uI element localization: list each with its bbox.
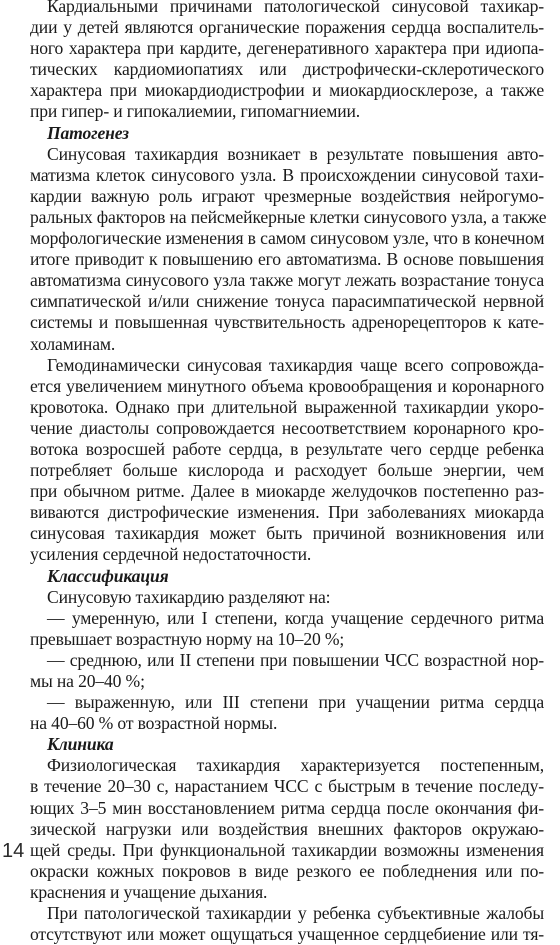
text-line: Кардиальными причинами патологической синусовой тахикар- [47, 0, 544, 16]
section-heading: Патогенез [47, 122, 129, 143]
text-line: кардии важную роль играют чрезмерные воздействия нейрогумо- [30, 185, 544, 206]
text-line: характера при миокардиодистрофии и миокардиосклерозе, а также [30, 80, 544, 101]
text-line: на 40–60 % от возрастной нормы. [30, 713, 278, 734]
text-line: матизма клеток синусового узла. В происхождении синусовой тахи- [30, 164, 544, 185]
text-line: щей среды. При функциональной тахикардии возможны изменения [30, 839, 544, 860]
text-line: превышает возрастную норму на 10–20 %; [30, 628, 345, 649]
text-line: потребляет больше кислорода и расходует больше энергии, чем [30, 460, 544, 481]
text-line: Синусовую тахикардию разделяют на: [47, 586, 331, 607]
text-line: — умеренную, или I степени, когда учащение сердечного ритма [47, 607, 544, 628]
text-line: в течение 20–30 с, нарастанием ЧСС с быстрым в течение последу- [30, 776, 544, 797]
text-page [30, 0, 547, 945]
text-line: вотока возросшей работе сердца, в результате чего сердце ребенка [30, 438, 544, 459]
text-line: ного характера при кардите, дегенеративного характера при идиопа- [30, 38, 544, 59]
text-line: при обычном ритме. Далее в миокарде желудочков постепенно раз- [30, 481, 544, 502]
text-line: усиления сердечной недостаточности. [30, 544, 312, 565]
text-line: дии у детей являются органические поражения сердца воспалитель- [30, 17, 544, 38]
text-line: виваются дистрофические изменения. При заболеваниях миокарда [30, 502, 544, 523]
text-line: — среднюю, или II степени при повышении ЧСС возрастной нор- [47, 649, 544, 670]
text-line: холаминам. [30, 333, 116, 354]
text-line: системы и повышенная чувствительность адренорецепторов к кате- [30, 312, 544, 333]
text-line: кровотока. Однако при длительной выраженной тахикардии укоро- [30, 396, 544, 417]
text-line: ется увеличением минутного объема кровообращения и коронарного [30, 375, 544, 396]
text-line: автоматизма синусового узла также могут лежать возрастание тонуса [30, 270, 544, 291]
section-heading: Клиника [47, 734, 114, 755]
text-line: симпатической и/или снижение тонуса парасимпатической нервной [30, 291, 544, 312]
text-line: краснения и учащение дыхания. [30, 881, 268, 902]
page-number: 14 [2, 840, 25, 862]
text-line: итоге приводит к повышению его автоматизма. В основе повышения [30, 249, 544, 270]
text-line: при гипер- и гипокалиемии, гипомагниемии. [30, 101, 361, 122]
text-line: морфологические изменения в самом синусовом узле, что в конечном [30, 228, 545, 249]
text-line: — выраженную, или III степени при учащении ритма сердца [47, 692, 544, 713]
text-line: тических кардиомиопатиях или дистрофически-склеротического [30, 59, 544, 80]
text-line: синусовая тахикардия может быть причиной возникновения или [30, 523, 544, 544]
text-line: окраски кожных покровов в виде резкого ее побледнения или по- [30, 860, 544, 881]
text-line: отсутствуют или может ощущаться учащенное сердцебиение или тя- [30, 924, 544, 945]
text-line: Гемодинамически синусовая тахикардия чаще всего сопровожда- [47, 354, 544, 375]
text-line: При патологической тахикардии у ребенка субъективные жалобы [47, 903, 544, 924]
section-heading: Классификация [47, 565, 169, 586]
text-line: ющих 3–5 мин восстановлением ритма сердца после окончания фи- [30, 797, 544, 818]
text-line: зической нагрузки или воздействия внешних факторов окружаю- [30, 818, 544, 839]
text-line: мы на 20–40 %; [30, 671, 145, 691]
text-line: ральных факторов на пейсмейкерные клетки синусового узла, а также [30, 206, 547, 227]
text-line: Синусовая тахикардия возникает в результате повышения авто- [47, 143, 544, 164]
text-line: чение диастолы сопровождается несоответствием коронарного кро- [30, 417, 544, 438]
text-line: Физиологическая тахикардия характеризуется постепенным, [47, 755, 544, 776]
